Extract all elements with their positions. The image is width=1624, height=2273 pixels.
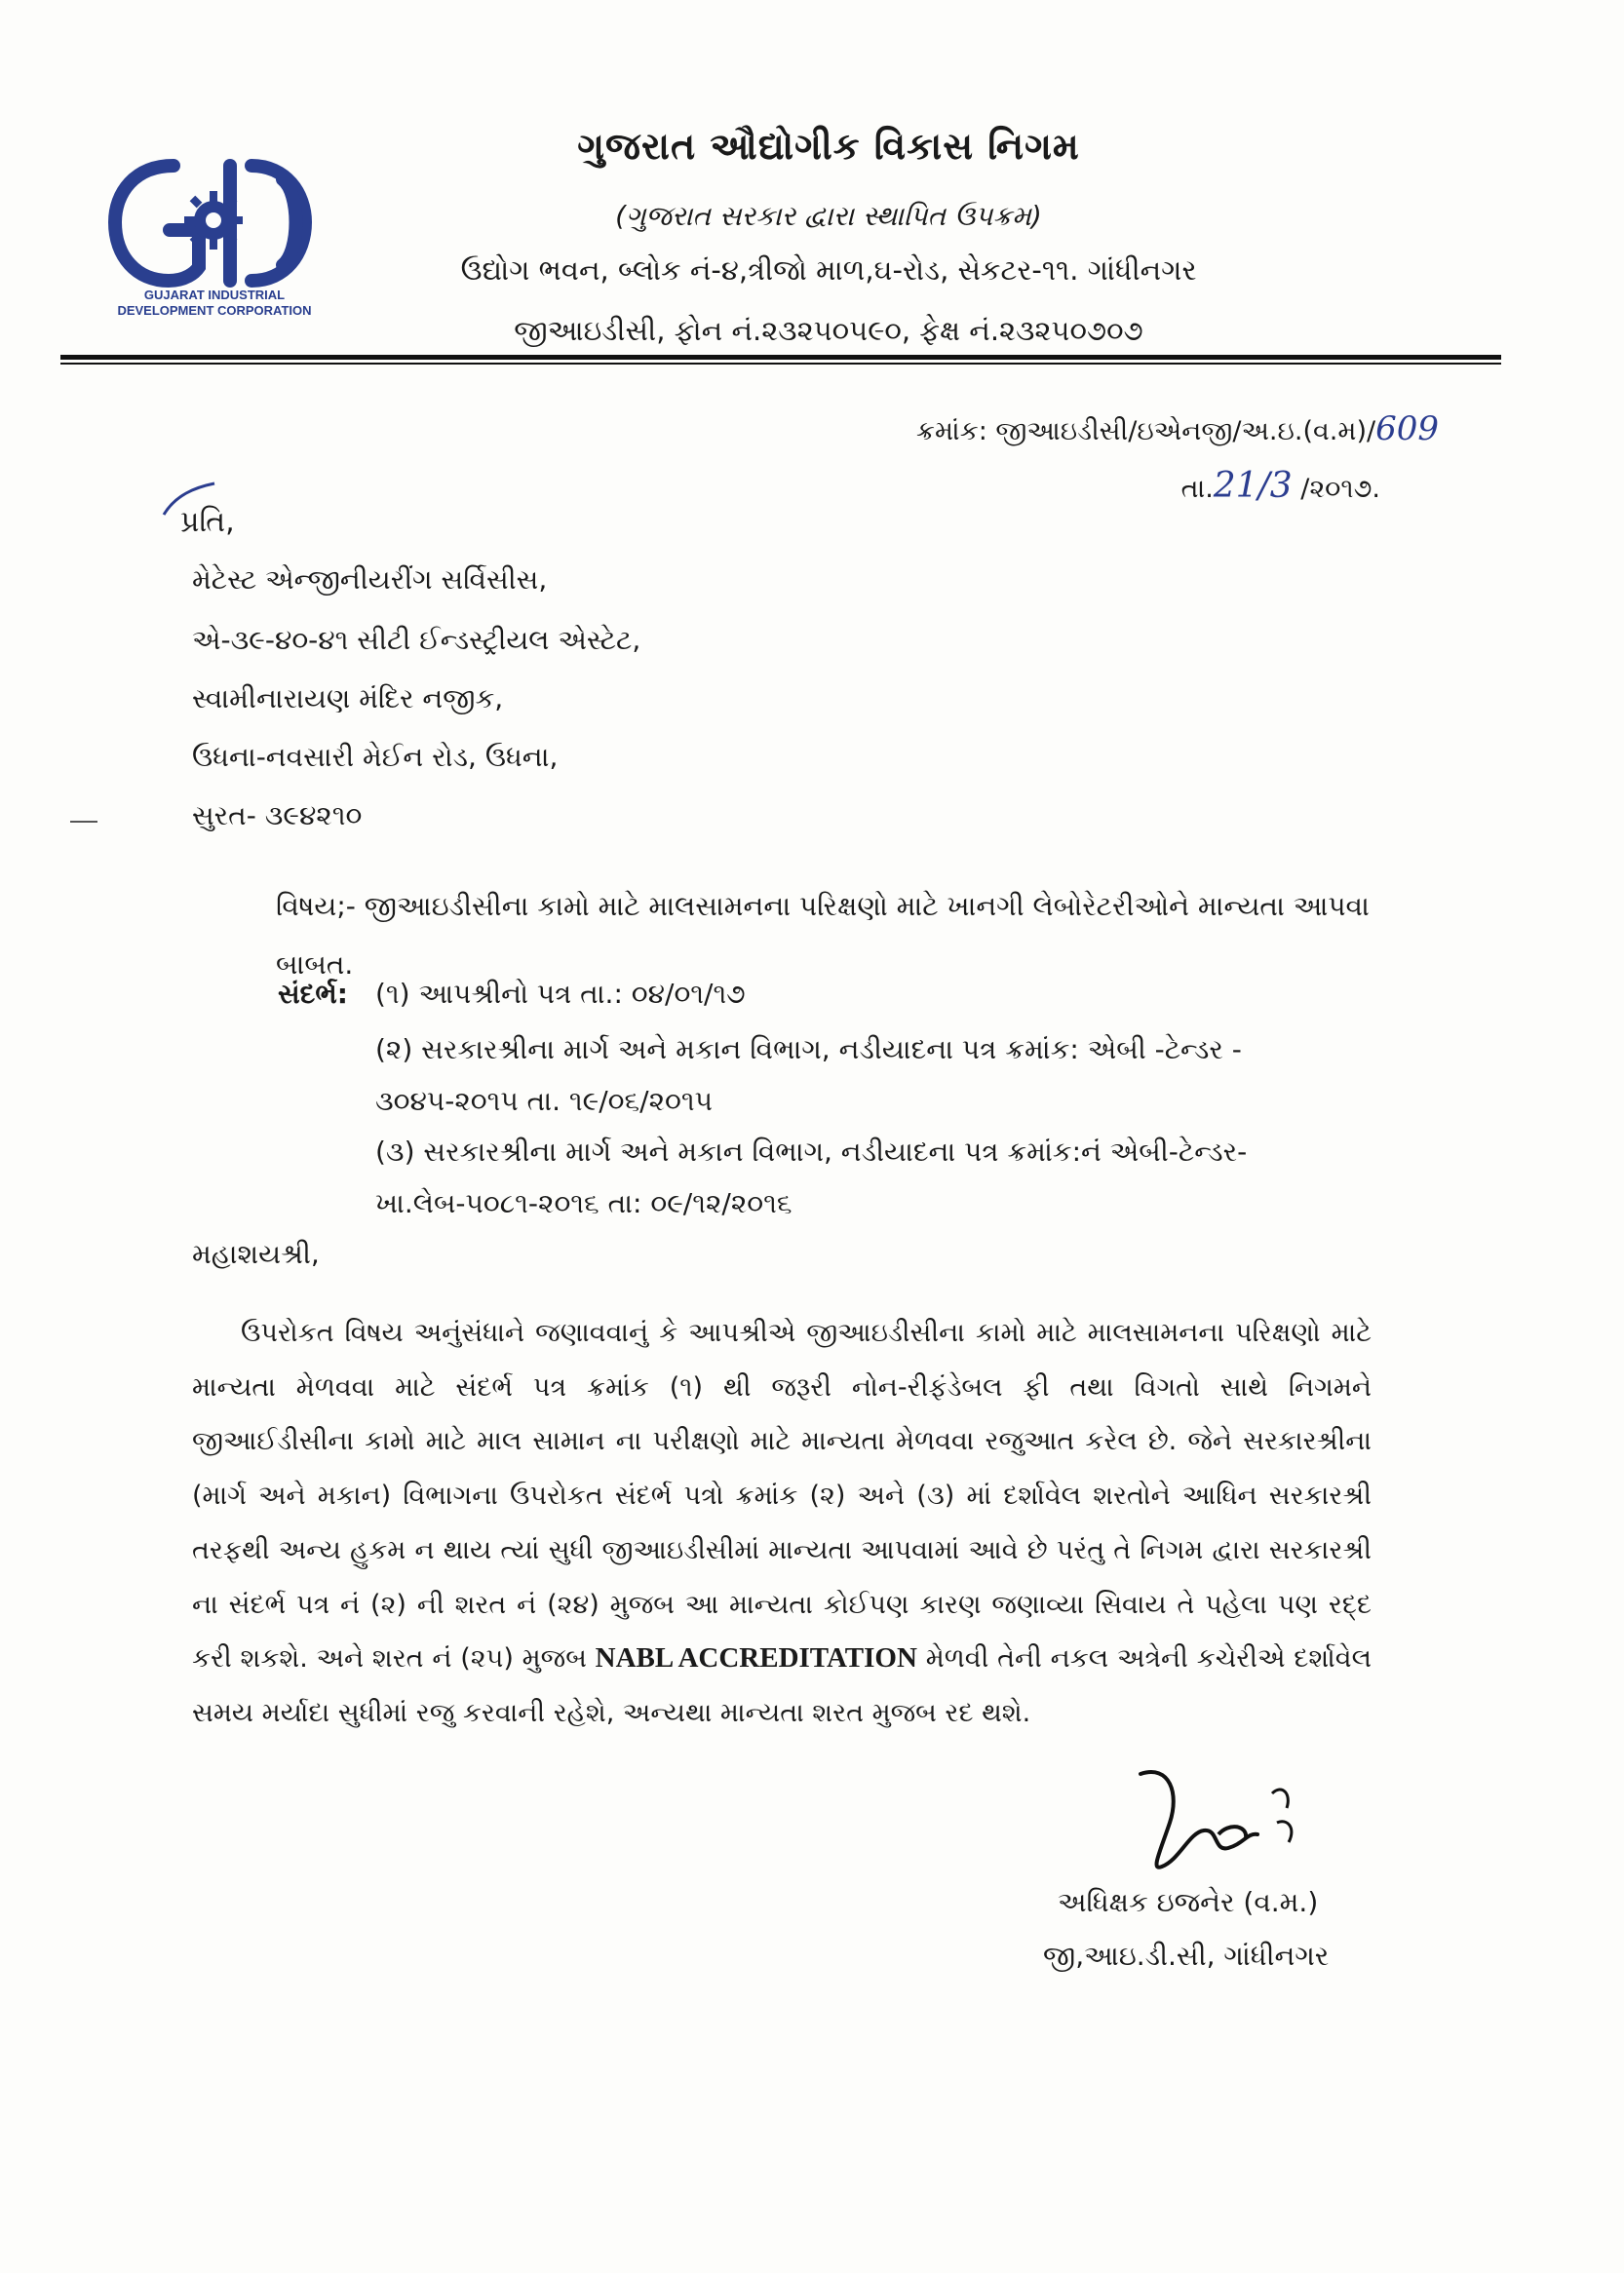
org-phone-fax: જીઆઇડીસી, ફોન નં.૨૩૨૫૦૫૯૦, ફેક્ષ નં.૨૩૨૫૦૭૦૭ (514, 314, 1143, 347)
reference-date-handwritten: 21/3 (1213, 466, 1293, 506)
body-paragraph (192, 1306, 1372, 1741)
reference-number-label: ક્રમાંક: જીઆઇડીસી/ઇએનજી/અ.ઇ.(વ.મ)/ (915, 416, 1376, 446)
signatory-office: જી,આઇ.ડી.સી, ગાંધીનગર (1043, 1940, 1330, 1972)
references-label: સંદર્ભ: (278, 978, 348, 1010)
reference-date-year: /૨૦૧૭. (1300, 474, 1380, 504)
reference-date-label: તા. (1180, 474, 1214, 504)
reference-line: ખા.લેબ-૫૦૮૧-૨૦૧૬ તા: ૦૯/૧૨/૨૦૧૬ (375, 1187, 793, 1219)
logo-caption-line1: GUJARAT INDUSTRIAL (143, 288, 286, 302)
reference-number-handwritten: 609 (1375, 409, 1439, 448)
recipient-line: ઉધના-નવસારી મેઈન રોડ, ઉધના, (192, 741, 559, 773)
logo-caption-line2: DEVELOPMENT CORPORATION (117, 303, 312, 318)
reference-date (1181, 466, 1380, 506)
recipient-line: એ-૩૯-૪૦-૪૧ સીટી ઈન્ડસ્ટ્રીયલ એસ્ટેટ, (192, 624, 641, 656)
body-text-part1: ઉપરોકત વિષય અનુંસંધાને જણાવવાનું કે આપશ્રીએ જીઆઇડીસીના કામો માટે માલસામનના પરિક્ષણો માટે માન્યતા મેળવવા માટે સંદર્ભ પત્ર ક્રમાંક (૧) થી જરૂરી નોન-રીફંડેબલ ફી તથા વિગતો સાથે નિગમને જીઆઈડીસીના કામો માટે માલ સામાન ના પરીક્ષણો માટે માન્યતા મેળવવા રજુઆત કરેલ છે. જેને સરકારશ્રીના (માર્ગ અને મકાન) વિભાગના ઉપરોકત સંદર્ભ પત્રો ક્રમાંક (૨) અને (૩) માં દર્શાવેલ શરતોને આધિન સરકારશ્રી તરફથી અન્ય હુકમ ન થાય ત્યાં સુધી જીઆઇડીસીમાં માન્યતા આપવામાં આવે છે પરંતુ તે નિગમ દ્વારા સરકારશ્રી ના સંદર્ભ પત્ર નં (૨) ની શરત નં (૨૪) મુજબ આ માન્યતા કોઈપણ કારણ જણાવ્યા સિવાય તે પહેલા પણ રદ્દ કરી શકશે. અને શરત નં (૨૫) મુજબ (192, 1318, 1372, 1675)
org-title: ગુજરાત ઔદ્યોગીક વિકાસ નિગમ (577, 125, 1080, 168)
org-address: ઉદ્યોગ ભવન, બ્લોક નં-૪,ત્રીજો માળ,ઘ-રોડ, સેકટર-૧૧. ગાંધીનગર (460, 253, 1197, 287)
reference-line: (૧) આપશ્રીનો પત્ર તા.: ૦૪/૦૧/૧૭ (375, 978, 746, 1010)
recipient-to-label: પ્રતિ, (180, 505, 235, 539)
recipient-line: સુરત- ૩૯૪૨૧૦ (192, 799, 363, 831)
margin-mark (70, 821, 97, 823)
signatory-designation: અધિક્ષક ઇજનેર (વ.મ.) (1058, 1886, 1319, 1918)
salutation: મહાશયશ્રી, (192, 1238, 320, 1270)
body-text-part2: મેળવી તેની નકલ અત્રેની કચેરીએ દર્શાવેલ સમય મર્યાદા સુધીમાં રજુ કરવાની રહેશે, અન્યથા માન્યતા શરત મુજબ રદ થશે. (192, 1643, 1372, 1728)
logo-caption (117, 288, 312, 319)
reference-line: (૨) સરકારશ્રીના માર્ગ અને મકાન વિભાગ, નડીયાદના પત્ર ક્રમાંક: એબી -ટેન્ડર - (375, 1033, 1242, 1065)
nabl-accreditation-text: NABL ACCREDITATION (595, 1642, 917, 1675)
recipient-line: સ્વામીનારાયણ મંદિર નજીક, (192, 682, 504, 714)
reference-number (916, 409, 1439, 448)
subject-text: વિષય;- જીઆઇડીસીના કામો માટે માલસામનના પરિક્ષણો માટે ખાનગી લેબોરેટરીઓને માન્યતા આપવા બાબત. (276, 890, 1370, 981)
reference-line: (૩) સરકારશ્રીના માર્ગ અને મકાન વિભાગ, નડીયાદના પત્ર ક્રમાંક:નં એબી-ટેન્ડર- (375, 1136, 1248, 1168)
signature-mark (1111, 1754, 1345, 1891)
recipient-line: મેટેસ્ટ એન્જીનીયરીંગ સર્વિસીસ, (192, 563, 548, 596)
reference-line: ૩૦૪૫-૨૦૧૫ તા. ૧૯/૦૬/૨૦૧૫ (375, 1085, 714, 1117)
org-subtitle: (ગુજરાત સરકાર દ્વારા સ્થાપિત ઉપક્રમ) (615, 200, 1042, 232)
header-rule-thick (60, 355, 1501, 360)
header-rule-thin (60, 363, 1501, 365)
